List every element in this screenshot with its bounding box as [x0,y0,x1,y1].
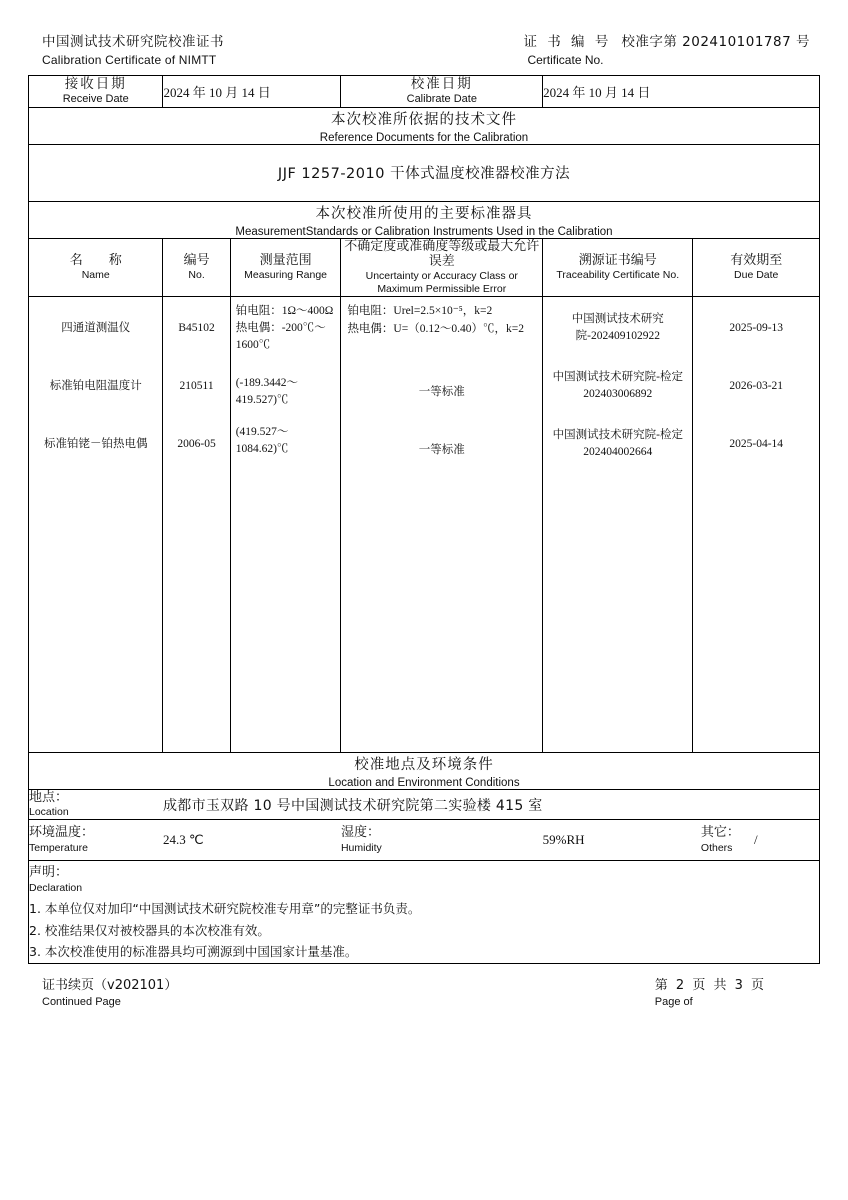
standards-header-row [29,238,820,296]
declaration-title-en: Declaration [29,881,83,894]
standards-title: 本次校准所使用的主要标准器具 MeasurementStandards or Calibration Instruments Used in the Calibration [29,201,820,238]
declaration-item-2: 2. 校准结果仅对被校器具的本次校准有效。 [29,922,270,938]
column-header-due: 有效期至 Due Date [693,238,820,296]
footer-left [42,974,177,1008]
standards-col-range [230,296,341,752]
column-header-uncertainty: 不确定度或准确度等级或最大允许误差 Uncertainty or Accuracy Class or Maximum Permissible Error [341,238,543,296]
environment-title: 校准地点及环境条件 Location and Environment Conditions [29,752,820,789]
table-row-name-0: 四通道测温仪 [61,321,131,334]
certificate-number-line [523,30,810,50]
standards-blank-area-name [29,474,162,724]
receive-date-label: 接收日期 Receive Date [29,76,163,108]
certificate-table [28,75,820,964]
declaration-list [29,898,819,964]
declaration-row [29,860,820,964]
standards-col-no [163,296,230,752]
standards-blank-area-no [163,474,229,724]
standards-blank-area-range [231,484,341,734]
certificate-number-block [523,30,810,67]
calibrate-date-value: 2024 年 10 月 14 日 [543,76,820,108]
footer-right [655,974,806,1008]
standards-col-name [29,296,163,752]
table-row-uncertainty-1: 一等标准 [418,386,465,399]
environment-values-row [29,820,820,860]
certificate-number-label-cn: 证 书 编 号 [523,34,612,50]
reference-document-row [29,144,820,201]
table-row-no-1: 210511 [179,380,214,393]
others-label: 其它： Others [700,825,740,854]
table-row-range-2-line1: (419.527～1084.62)℃ [235,425,289,456]
humidity-label: 湿度： Humidity [341,820,543,860]
table-row-uncertainty-0-line1: 铂电阻：Urel=2.5×10⁻⁵，k=2 [347,304,493,317]
table-row-name-2: 标准铂铑－铂热电偶 [43,437,148,450]
location-value: 成都市玉双路 10 号中国测试技术研究院第二实验楼 415 室 [163,789,820,819]
table-row-range-0-line2: 热电偶：-200℃～1600℃ [235,322,326,352]
certificate-number-value: 校准字第 202410101787 号 [621,34,810,50]
certificate-title-cn: 中国测试技术研究院校准证书 [42,34,224,50]
standards-blank-area-uncertainty [341,480,542,730]
header-title-block [42,30,224,67]
reference-title-row [29,107,820,144]
footer-continued-en: Continued Page [42,996,121,1009]
declaration-block [29,860,820,964]
others-value: / [753,832,758,847]
column-header-range: 测量范围 Measuring Range [230,238,341,296]
certificate-number-label-en: Certificate No. [527,53,604,67]
table-row-traceability-2: 中国测试技术研究院-检定 202404002664 [552,428,683,458]
location-label: 地点： Location [29,789,163,819]
table-row-name-1: 标准铂电阻温度计 [49,380,142,393]
declaration-item-3: 3. 本次校准使用的标准器具均可溯源到中国国家计量基准。 [29,944,358,960]
others-cell [693,820,820,860]
declaration-item-1: 1. 本单位仅对加印“中国测试技术研究院校准专用章”的完整证书负责。 [29,900,421,916]
table-row-range-0-line1: 铂电阻：1Ω～400Ω [235,304,334,317]
column-header-name: 名 称 Name [29,238,163,296]
column-header-no: 编号 No. [163,238,230,296]
table-row-traceability-1: 中国测试技术研究院-检定 202403006892 [552,371,683,401]
standards-col-uncertainty [341,296,543,752]
table-row-due-2: 2025-04-14 [729,437,784,450]
standards-blank-area-traceability [543,474,692,724]
standards-body-row [29,296,820,752]
temperature-value: 24.3 ℃ [163,820,341,860]
page-header [28,30,820,67]
declaration-title-cn: 声明： [29,864,69,880]
footer-page-en: Page of [654,996,693,1009]
standards-col-due [693,296,820,752]
table-row-traceability-0: 中国测试技术研究院-202409102922 [571,312,664,342]
receive-date-value: 2024 年 10 月 14 日 [163,76,341,108]
standards-title-row [29,201,820,238]
temperature-label: 环境温度： Temperature [29,820,163,860]
footer-continued-cn: 证书续页（v202101） [42,978,178,994]
standards-blank-area-due [693,474,819,724]
table-row-no-2: 2006-05 [177,437,216,450]
table-row-uncertainty-2: 一等标准 [418,443,465,456]
table-row-range-1-line1: (-189.3442～419.527)℃ [235,377,298,407]
humidity-value: 59%RH [543,820,693,860]
certificate-title-en: Calibration Certificate of NIMTT [42,53,217,67]
table-row-uncertainty-0-line2: 热电偶：U=（0.12～0.40）℃，k=2 [347,322,524,335]
dates-row [29,76,820,108]
table-row-no-0: B45102 [178,321,215,334]
location-row [29,789,820,819]
table-row-due-1: 2026-03-21 [729,380,784,393]
footer-page-cn: 第 2 页 共 3 页 [654,978,766,994]
page-footer [28,964,820,1008]
environment-title-row [29,752,820,789]
reference-document-value: JJF 1257-2010 干体式温度校准器校准方法 [29,144,820,201]
reference-title: 本次校准所依据的技术文件 Reference Documents for the Calibration [29,107,820,144]
standards-col-traceability [543,296,693,752]
column-header-traceability: 溯源证书编号 Traceability Certificate No. [543,238,693,296]
table-row-due-0: 2025-09-13 [729,321,784,334]
calibrate-date-label: 校准日期 Calibrate Date [341,76,543,108]
